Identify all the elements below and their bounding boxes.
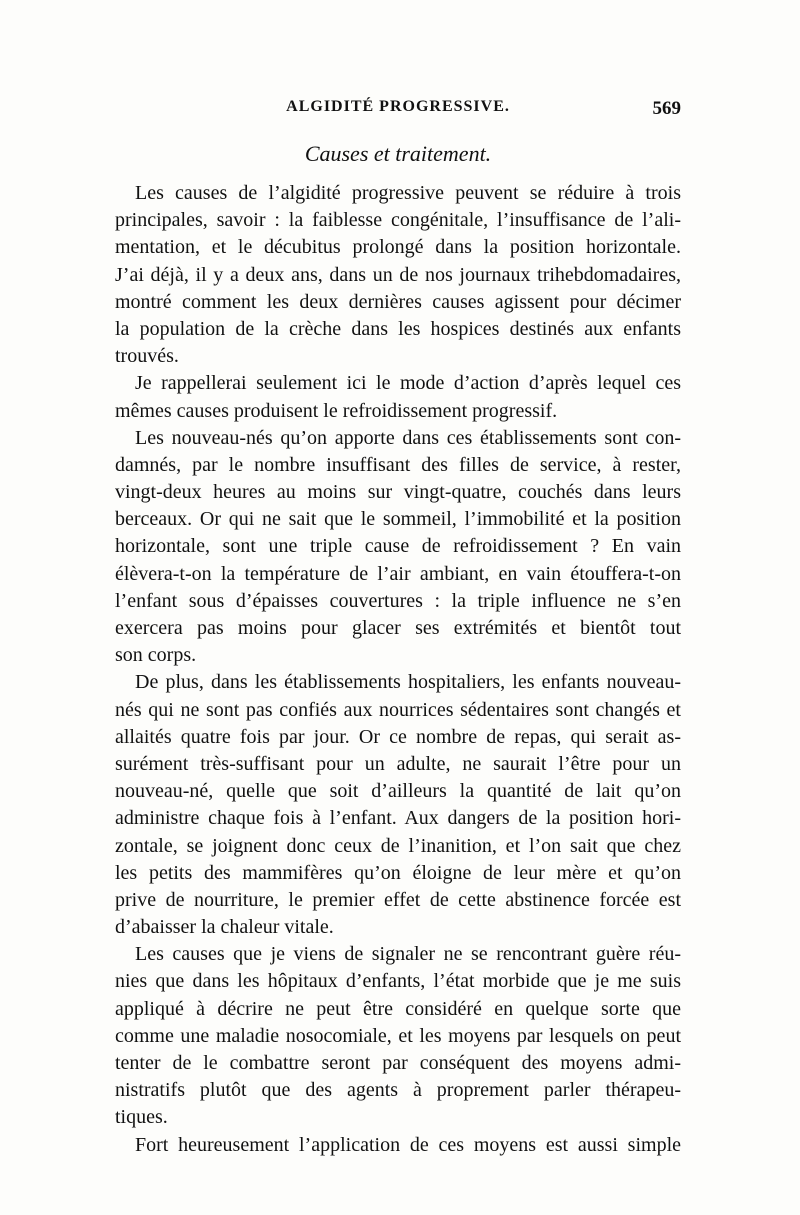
text-line: administre chaque fois à l’enfant. Aux dangers de la position hori- — [115, 807, 681, 830]
body-text — [115, 180, 681, 1159]
text-line: prive de nourriture, le premier effet de cette abstinence forcée est — [115, 888, 681, 911]
text-line: Fort heureusement l’application de ces moyens est aussi simple — [135, 1133, 681, 1156]
text-line: berceaux. Or qui ne sait que le sommeil, l’immobilité et la position — [115, 508, 681, 531]
text-line: Je rappellerai seulement ici le mode d’action d’après lequel ces — [135, 372, 681, 395]
section-title: Causes et traitement. — [304, 141, 492, 166]
running-head — [115, 98, 681, 126]
text-line: nistratifs plutôt que des agents à proprement parler thérapeu- — [115, 1079, 681, 1102]
text-line: allaités quatre fois par jour. Or ce nombre de repas, qui serait as- — [115, 725, 681, 748]
text-line: comme une maladie nosocomiale, et les moyens par lesquels on peut — [115, 1024, 681, 1047]
text-line: nouveau-né, quelle que soit d’ailleurs la quantité de lait qu’on — [115, 780, 681, 803]
text-line: tiques. — [115, 1106, 168, 1129]
text-line: De plus, dans les établissements hospitaliers, les enfants nouveau- — [135, 671, 681, 694]
text-line: l’enfant sous d’épaisses couvertures : la triple influence ne s’en — [115, 589, 681, 612]
text-line: mêmes causes produisent le refroidissement progressif. — [115, 399, 558, 422]
text-line: tenter de le combattre seront par conséquent des moyens admi- — [115, 1052, 681, 1074]
running-title: ALGIDITÉ PROGRESSIVE. — [286, 98, 510, 115]
text-line: Les causes que je viens de signaler ne se rencontrant guère réu- — [135, 943, 681, 966]
text-line: montré comment les deux dernières causes agissent pour décimer — [115, 290, 681, 313]
text-line: trouvés. — [115, 345, 179, 368]
page-number: 569 — [652, 98, 681, 119]
text-line: horizontale, sont une triple cause de refroidissement ? En vain — [115, 535, 681, 558]
text-line: zontale, se joignent donc ceux de l’inanition, et l’on sait que chez — [115, 834, 681, 857]
text-line: nies que dans les hôpitaux d’enfants, l’état morbide que je me suis — [115, 970, 681, 993]
text-line: élèvera-t-on la température de l’air ambiant, en vain étouffera-t-on — [115, 562, 681, 585]
text-line: la population de la crèche dans les hospices destinés aux enfants — [115, 317, 681, 340]
text-line: d’abaisser la chaleur vitale. — [115, 916, 334, 939]
text-line: son corps. — [115, 644, 197, 667]
text-line: Les causes de l’algidité progressive peuvent se réduire à trois — [135, 182, 681, 204]
text-line: les petits des mammifères qu’on éloigne de leur mère et qu’on — [115, 861, 681, 884]
text-line: surément très-suffisant pour un adulte, ne saurait l’être pour un — [115, 752, 681, 775]
text-line: nés qui ne sont pas confiés aux nourrices sédentaires sont changés et — [115, 698, 681, 721]
text-line: damnés, par le nombre insuffisant des filles de service, à rester, — [115, 453, 681, 476]
text-line: appliqué à décrire ne peut être considéré en quelque sorte que — [115, 997, 681, 1020]
text-line: J’ai déjà, il y a deux ans, dans un de nos journaux trihebdomadaires, — [115, 263, 681, 286]
text-line: principales, savoir : la faiblesse congénitale, l’insuffisance de l’ali- — [115, 209, 681, 232]
text-line: vingt-deux heures au moins sur vingt-quatre, couchés dans leurs — [115, 481, 681, 504]
text-line: exercera pas moins pour glacer ses extrémités et bientôt tout — [115, 617, 681, 639]
text-line: Les nouveau-nés qu’on apporte dans ces établissements sont con- — [135, 426, 681, 449]
text-line: mentation, et le décubitus prolongé dans la position horizontale. — [115, 236, 681, 259]
